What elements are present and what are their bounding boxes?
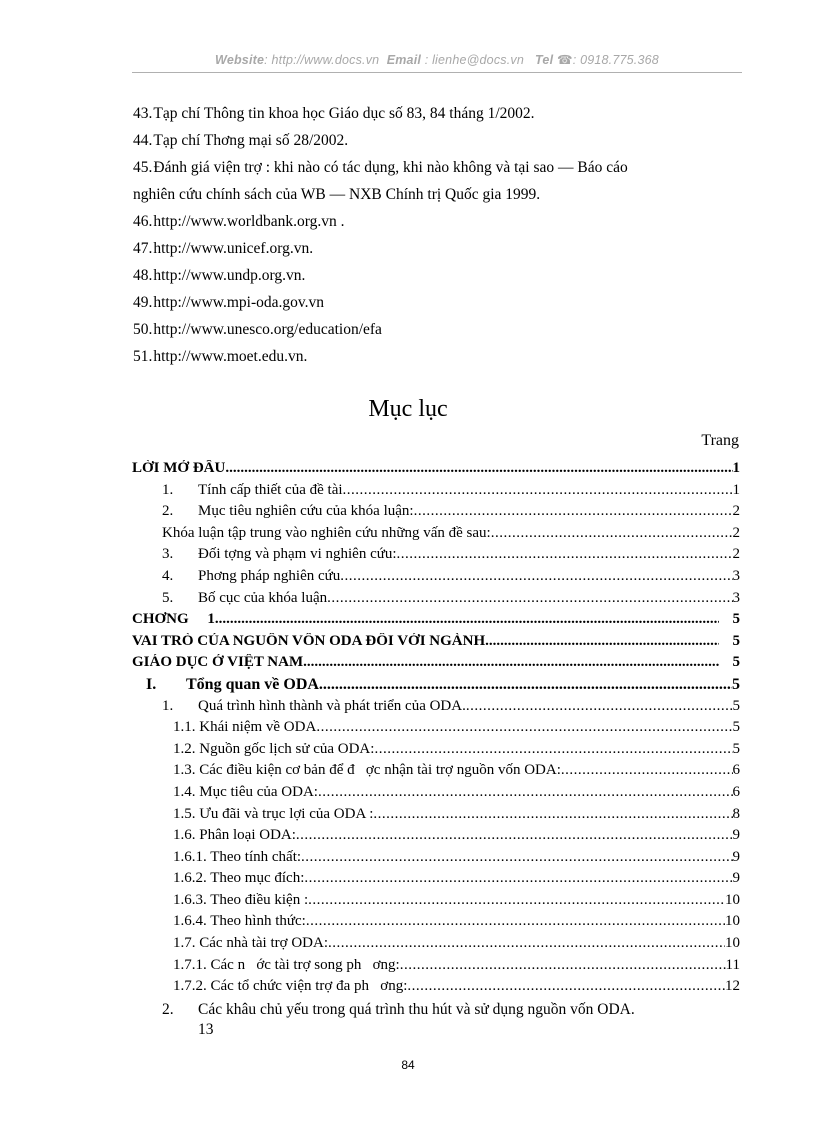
toc-entry[interactable]: 1.6.3. Theo điều kiện : ..... 10: [132, 892, 740, 914]
email-value: : lienhe@docs.vn: [424, 53, 525, 67]
website-label: Website: [215, 53, 265, 67]
reference-item: 48.http://www.undp.org.vn.: [133, 267, 306, 284]
toc-entry[interactable]: 2. Mục tiêu nghiên cứu của khóa luận: ..... 2: [132, 503, 740, 525]
toc-entry[interactable]: 1.6. Phân loại ODA: ..... 9: [132, 827, 740, 849]
toc-entry[interactable]: 1.4. Mục tiêu của ODA: ..... 6: [132, 784, 740, 806]
reference-item: 44.Tạp chí Thơng mại số 28/2002.: [133, 132, 349, 149]
toc-entry[interactable]: GIÁO DỤC Ở VIỆT NAM ..... 5: [132, 654, 740, 676]
toc-entry[interactable]: 4. Phơng pháp nghiên cứu ..... 3: [132, 568, 740, 590]
reference-item: 47.http://www.unicef.org.vn.: [133, 240, 314, 257]
phone-icon: ☎: [556, 53, 573, 67]
toc-entry[interactable]: Khóa luận tập trung vào nghiên cứu những vấn đề sau: ..... 2: [132, 525, 740, 547]
toc-entry[interactable]: 1.7.1. Các n ớc tài trợ song ph ơng: ..... 11: [132, 957, 740, 979]
toc-entry[interactable]: 1.6.4. Theo hình thức: ..... 10: [132, 913, 740, 935]
table-of-contents: [132, 460, 740, 1040]
toc-entry[interactable]: 1.2. Nguồn gốc lịch sử của ODA: ..... 5: [132, 741, 740, 763]
email-label: Email: [386, 53, 422, 67]
toc-title: Mục lục: [368, 396, 448, 422]
toc-entry[interactable]: 1.3. Các điều kiện cơ bản để đ ợc nhận tài trợ nguồn vốn ODA: ..... 6: [132, 762, 740, 784]
reference-item: 45.Đánh giá viện trợ : khi nào có tác dụng, khi nào không và tại sao — Báo cáo: [133, 159, 628, 176]
toc-entry[interactable]: 1.7. Các nhà tài trợ ODA: ..... 10: [132, 935, 740, 957]
toc-entry[interactable]: 1.6.2. Theo mục đích: ..... 9: [132, 870, 740, 892]
toc-entry[interactable]: I. Tổng quan về ODA ..... 5: [132, 676, 740, 698]
page-header: [132, 52, 742, 67]
reference-item-continuation: nghiên cứu chính sách của WB — NXB Chính trị Quốc gia 1999.: [133, 186, 541, 203]
toc-page-column-label: Trang: [701, 432, 739, 449]
tel-value: : 0918.775.368: [572, 53, 659, 67]
reference-item: 49.http://www.mpi-oda.gov.vn: [133, 294, 325, 311]
reference-item: 46.http://www.worldbank.org.vn .: [133, 213, 345, 230]
header-divider: [132, 72, 742, 73]
reference-item: 50.http://www.unesco.org/education/efa: [133, 321, 382, 338]
tel-label: Tel: [535, 53, 554, 67]
toc-entry[interactable]: CHƠNG 1. ..... 5: [132, 611, 740, 633]
reference-item: 43.Tạp chí Thông tin khoa học Giáo dục số 83, 84 tháng 1/2002.: [133, 105, 535, 122]
toc-entry[interactable]: LỜI MỞ ĐẦU ..... 1: [132, 460, 740, 482]
toc-entry[interactable]: 1. Tính cấp thiết của đề tài ..... 1: [132, 482, 740, 504]
website-value: : http://www.docs.vn: [264, 53, 380, 67]
toc-entry[interactable]: 2. Các khâu chủ yếu trong quá trình thu hút và sử dụng nguồn vốn ODA. 13: [162, 1000, 635, 1038]
reference-list: [133, 100, 739, 370]
page-number: 84: [401, 1058, 415, 1072]
toc-entry[interactable]: 1.5. Ưu đãi và trục lợi của ODA : ..... 8: [132, 806, 740, 828]
toc-entry[interactable]: 1. Quá trình hình thành và phát triển của ODA. ..... 5: [132, 698, 740, 720]
toc-entry[interactable]: 1.6.1. Theo tính chất: ..... 9: [132, 849, 740, 871]
toc-entry[interactable]: 1.7.2. Các tổ chức viện trợ đa ph ơng: ..... 12: [132, 978, 740, 1000]
toc-entry[interactable]: 3. Đối tợng và phạm vi nghiên cứu: ..... 2: [132, 546, 740, 568]
toc-entry[interactable]: 1.1. Khái niệm về ODA ..... 5: [132, 719, 740, 741]
reference-item: 51.http://www.moet.edu.vn.: [133, 348, 308, 365]
toc-entry[interactable]: 5. Bố cục của khóa luận ..... 3: [132, 590, 740, 612]
toc-entry[interactable]: VAI TRÒ CỦA NGUỒN VỐN ODA ĐỐI VỚI NGÀNH ..... 5: [132, 633, 740, 655]
